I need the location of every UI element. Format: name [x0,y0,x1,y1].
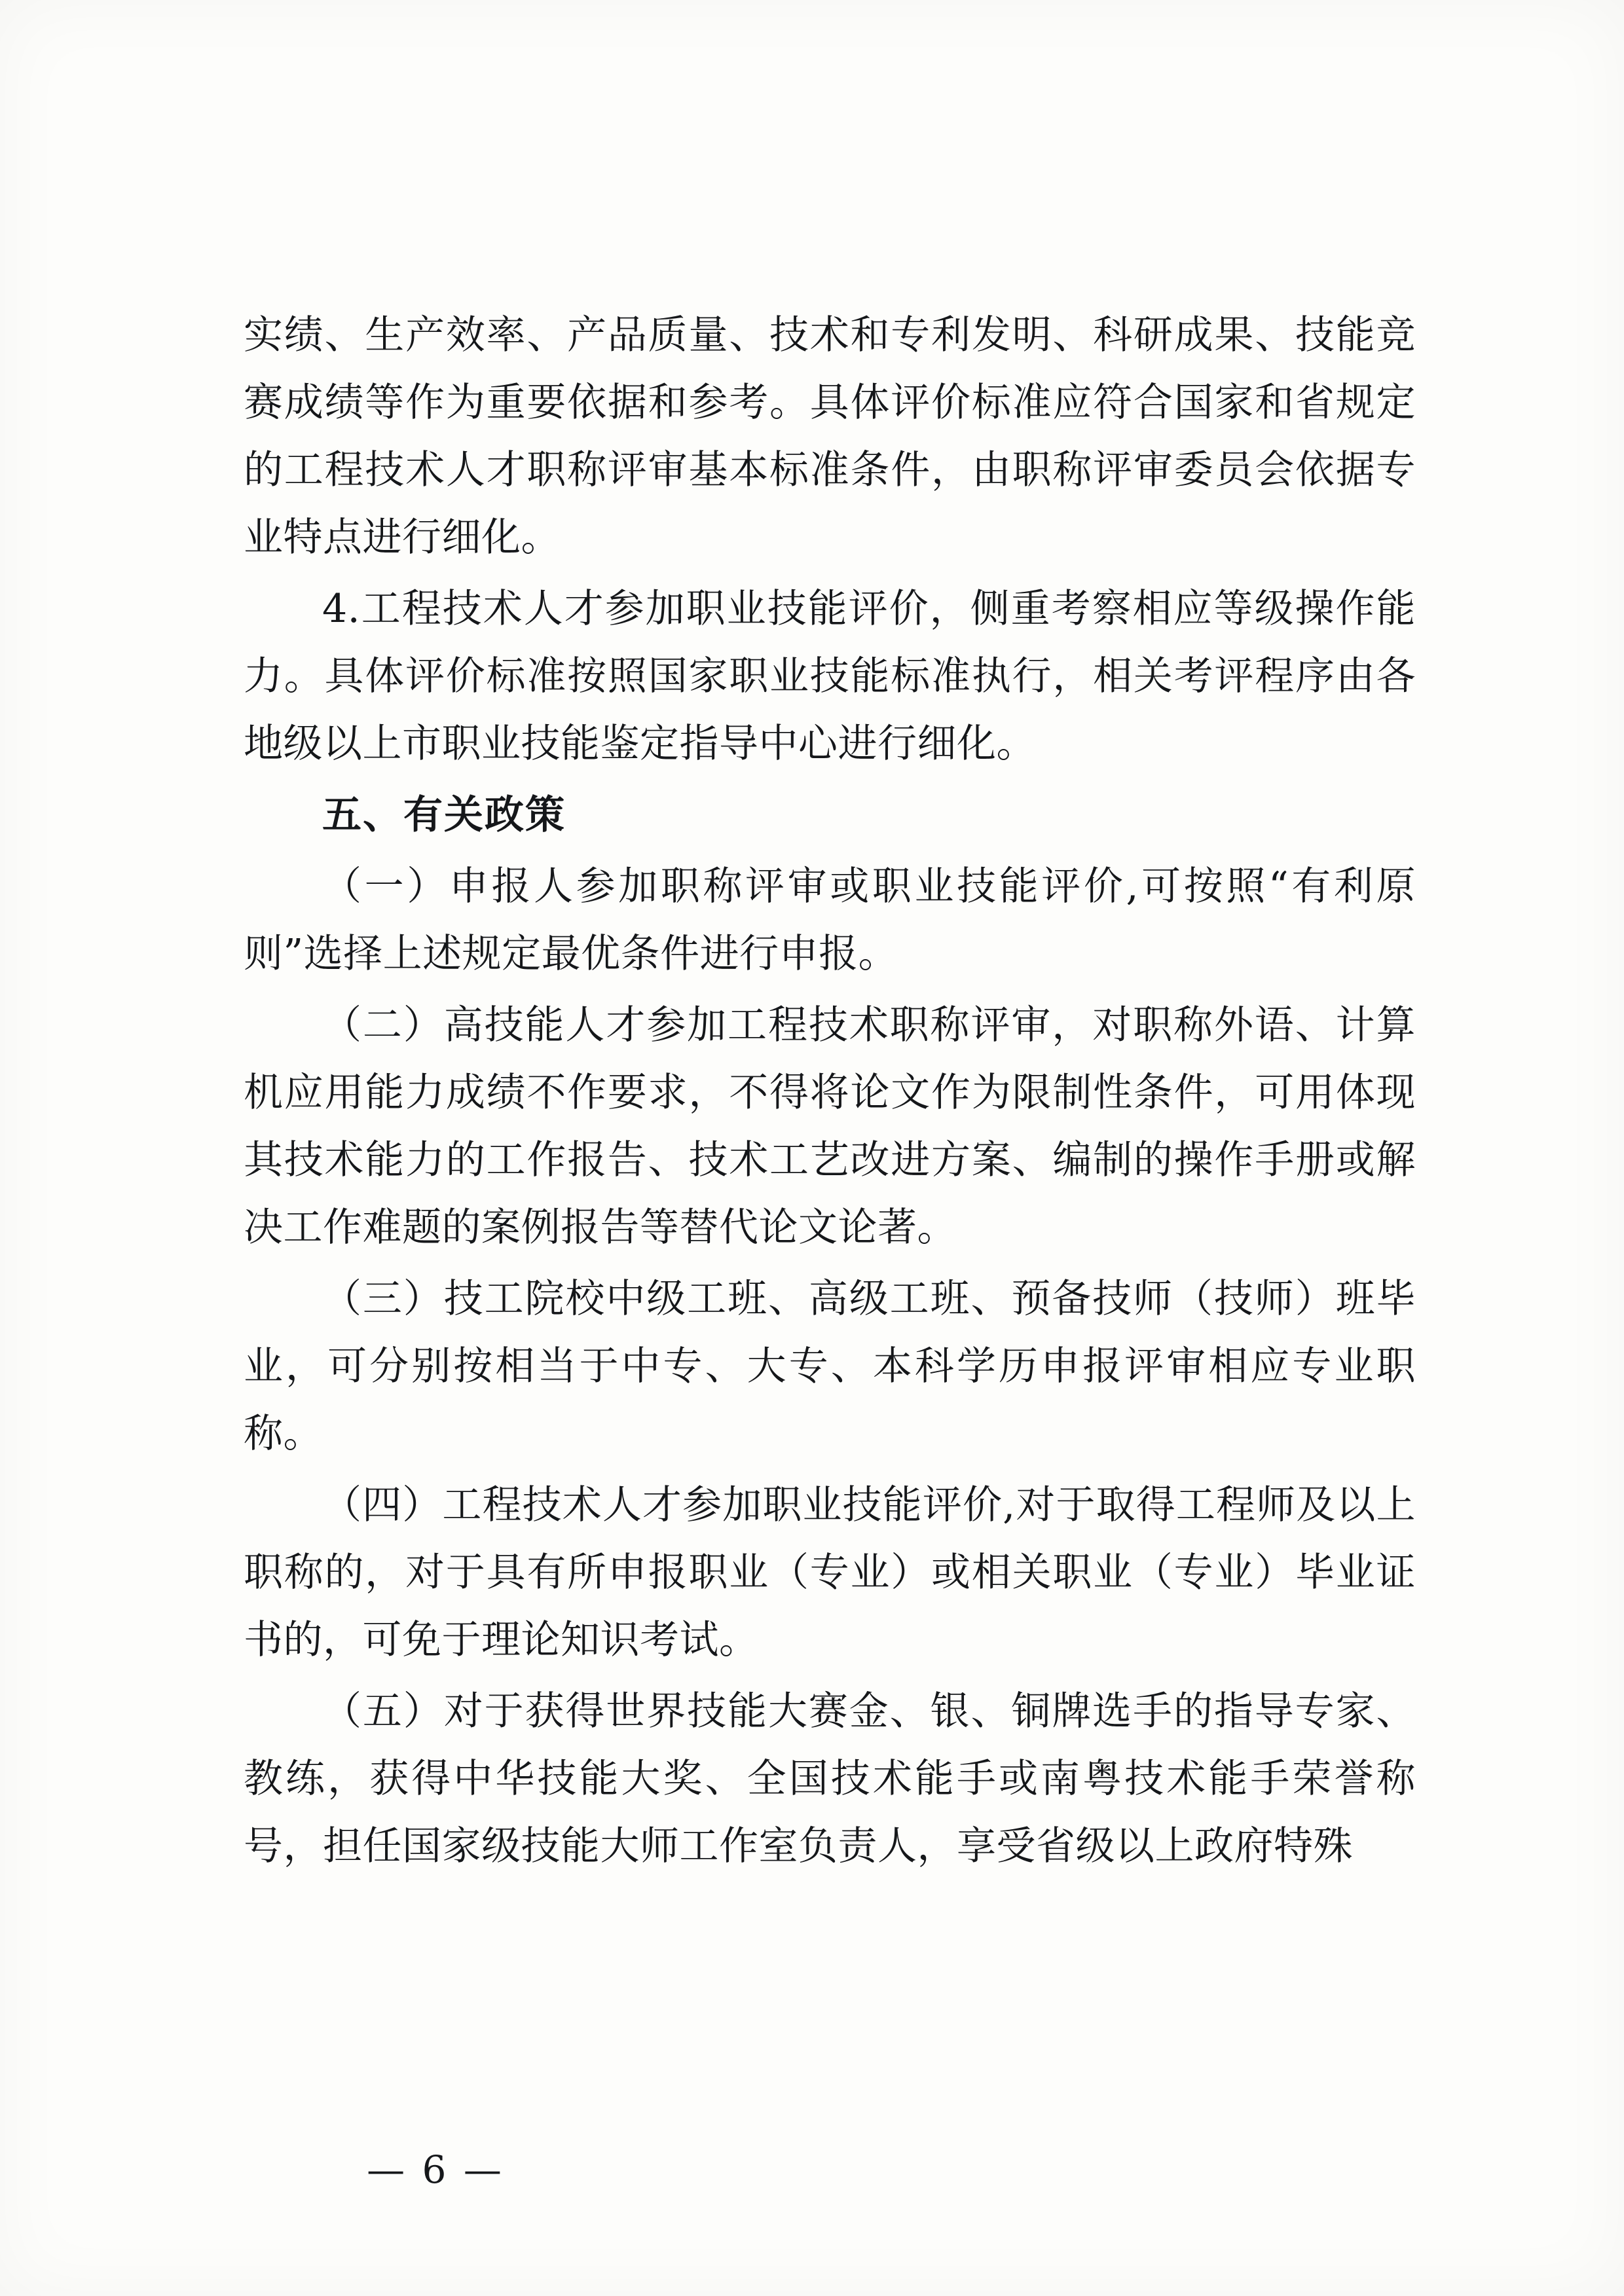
page-number: — 6 — [367,2147,504,2192]
paragraph-item-4: 4.工程技术人才参加职业技能评价，侧重考察相应等级操作能力。具体评价标准按照国家职业技能标准执行，相关考评程序由各地级以上市职业技能鉴定指导中心进行细化。 [244,586,1416,767]
section-heading-five: 五、有关政策 [322,792,566,838]
paragraph-policy-1: （一）申报人参加职称评审或职业技能评价,可按照“有利原则”选择上述规定最优条件进行申报。 [244,864,1416,977]
paragraph-policy-4: （四）工程技术人才参加职业技能评价,对于取得工程师及以上职称的，对于具有所申报职业（专业）或相关职业（专业）毕业证书的，可免于理论知识考试。 [244,1482,1416,1663]
document-body [244,298,1416,1880]
paragraph-continuation: 实绩、生产效率、产品质量、技术和专利发明、科研成果、技能竞赛成绩等作为重要依据和参考。具体评价标准应符合国家和省规定的工程技术人才职称评审基本标准条件，由职称评审委员会依据专业特点进行细化。 [244,312,1416,560]
paragraph-policy-3: （三）技工院校中级工班、高级工班、预备技师（技师）班毕业，可分别按相当于中专、大专、本科学历申报评审相应专业职称。 [244,1276,1416,1457]
paragraph-policy-5: （五）对于获得世界技能大赛金、银、铜牌选手的指导专家、教练，获得中华技能大奖、全国技术能手或南粤技术能手荣誉称号，担任国家级技能大师工作室负责人，享受省级以上政府特殊 [244,1688,1416,1869]
page-footer [0,2147,1624,2192]
paragraph-policy-2: （二）高技能人才参加工程技术职称评审，对职称外语、计算机应用能力成绩不作要求，不得将论文作为限制性条件，可用体现其技术能力的工作报告、技术工艺改进方案、编制的操作手册或解决工作难题的案例报告等替代论文论著。 [244,1002,1416,1250]
